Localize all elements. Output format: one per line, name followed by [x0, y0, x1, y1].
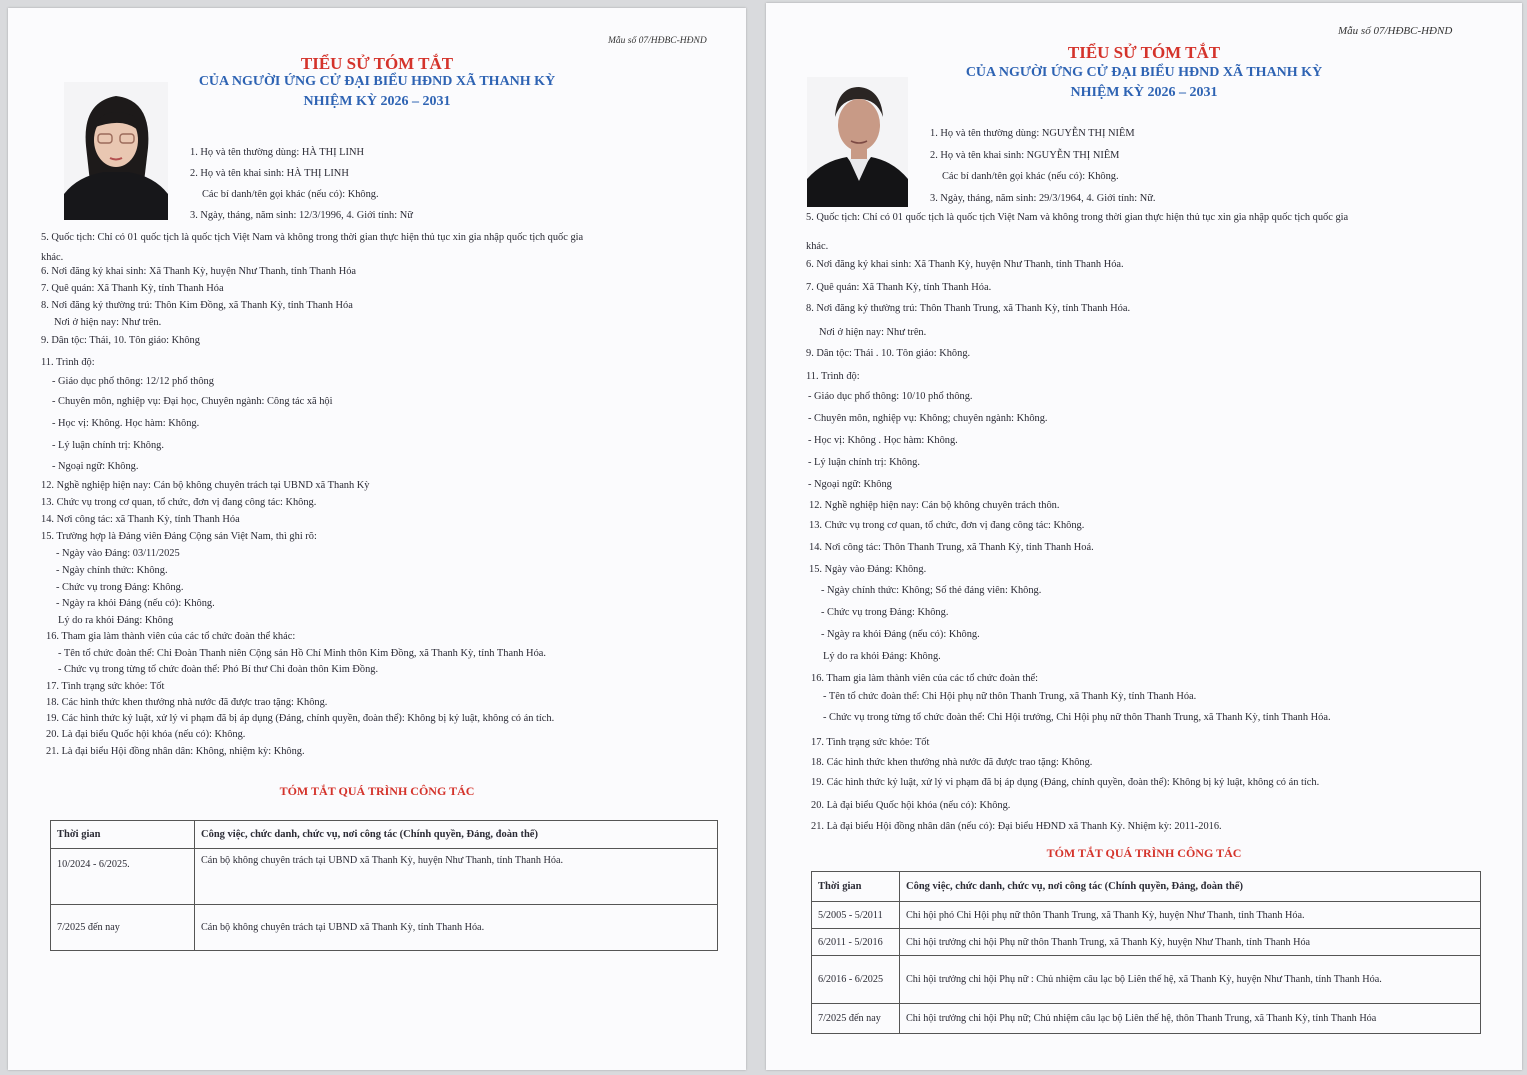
form-number: Mẫu số 07/HĐBC-HĐND — [1338, 25, 1453, 37]
table-row — [812, 1004, 1481, 1034]
field-party-official-date: - Ngày chính thức: Không; Số thẻ đảng viên: Không. — [821, 585, 1042, 596]
field-organizations: 16. Tham gia làm thành viên của các tổ chức đoàn thể: — [811, 673, 1039, 684]
table-cell-period: 6/2016 - 6/2025 — [812, 956, 900, 1004]
field-party-official-date: - Ngày chính thức: Không. — [56, 565, 168, 576]
table-header-cell: Thời gian — [51, 821, 195, 849]
document-subtitle: CỦA NGƯỜI ỨNG CỬ ĐẠI BIỂU HĐND XÃ THANH KỲ — [965, 65, 1323, 80]
field-academic-degree: - Học vị: Không. Học hàm: Không. — [52, 418, 200, 429]
field-position: 13. Chức vụ trong cơ quan, tổ chức, đơn vị đang công tác: Không. — [41, 497, 317, 508]
document-term: NHIỆM KỲ 2026 – 2031 — [303, 94, 451, 109]
field-peoples-council: 21. Là đại biểu Hội đồng nhân dân (nếu có): Đại biểu HĐND xã Thanh Kỳ. Nhiệm kỳ: 2011-2016. — [811, 821, 1222, 832]
field-birth-name: 2. Họ và tên khai sinh: HÀ THỊ LINH — [190, 168, 349, 179]
field-peoples-council: 21. Là đại biểu Hội đồng nhân dân: Không, nhiệm kỳ: Không. — [46, 746, 305, 757]
field-birth-registration: 6. Nơi đăng ký khai sinh: Xã Thanh Kỳ, huyện Như Thanh, tỉnh Thanh Hóa. — [806, 259, 1124, 270]
document-page-right — [766, 3, 1522, 1070]
table-cell-work: Chi hội trưởng chi hội Phụ nữ; Chủ nhiệm câu lạc bộ Liên thế hệ, thôn Thanh Trung, xã Thanh Kỳ, tỉnh Thanh Hóa — [900, 1004, 1481, 1034]
field-party-leave-reason: Lý do ra khỏi Đảng: Không. — [823, 651, 941, 662]
work-history-table — [50, 820, 718, 951]
field-qualifications: 11. Trình độ: — [41, 357, 95, 368]
work-history-title: TÓM TẮT QUÁ TRÌNH CÔNG TÁC — [1046, 846, 1242, 860]
field-nationality-cont: khác. — [41, 252, 64, 263]
portrait-image — [807, 77, 908, 207]
field-party-position: - Chức vụ trong Đảng: Không. — [821, 607, 949, 618]
field-nationality: 5. Quốc tịch: Chỉ có 01 quốc tịch là quốc tịch Việt Nam và không trong thời gian thực hiện thủ tục xin gia nhập quốc tịch quốc gia — [806, 212, 1349, 223]
table-cell-period: 7/2025 đến nay — [51, 905, 195, 951]
field-awards: 18. Các hình thức khen thưởng nhà nước đã được trao tặng: Không. — [46, 697, 328, 708]
table-header-cell: Công việc, chức danh, chức vụ, nơi công tác (Chính quyền, Đảng, đoàn thể) — [900, 872, 1481, 902]
table-header-row — [812, 872, 1481, 902]
field-general-education: - Giáo dục phổ thông: 10/10 phổ thông. — [808, 391, 973, 402]
field-common-name: 1. Họ và tên thường dùng: HÀ THỊ LINH — [190, 147, 364, 158]
field-ethnicity-religion: 9. Dân tộc: Thái, 10. Tôn giáo: Không — [41, 335, 200, 346]
field-party-join-date: - Ngày vào Đảng: 03/11/2025 — [56, 548, 180, 559]
field-discipline: 19. Các hình thức kỷ luật, xử lý vi phạm đã bị áp dụng (Đảng, chính quyền, đoàn thể): Không bị kỷ luật, không có án tích. — [46, 713, 555, 724]
field-hometown: 7. Quê quán: Xã Thanh Kỳ, tỉnh Thanh Hóa. — [806, 282, 992, 293]
table-header-cell: Công việc, chức danh, chức vụ, nơi công tác (Chính quyền, Đảng, đoàn thể) — [195, 821, 718, 849]
candidate-photo — [64, 82, 168, 220]
table-header-row — [51, 821, 718, 849]
table-row — [812, 956, 1481, 1004]
field-political-theory: - Lý luận chính trị: Không. — [808, 457, 920, 468]
field-hometown: 7. Quê quán: Xã Thanh Kỳ, tỉnh Thanh Hóa — [41, 283, 224, 294]
field-workplace: 14. Nơi công tác: xã Thanh Kỳ, tỉnh Thanh Hóa — [41, 514, 240, 525]
field-organization-position: - Chức vụ trong từng tổ chức đoàn thể: Chi Hội trưởng, Chi Hội phụ nữ thôn Thanh Trung, xã Thanh Kỳ, tỉnh Thanh Hóa. — [823, 712, 1331, 723]
field-aliases: Các bí danh/tên gọi khác (nếu có): Không. — [202, 189, 379, 200]
field-health: 17. Tình trạng sức khỏe: Tốt — [811, 737, 930, 748]
document-page-left — [8, 8, 746, 1070]
field-foreign-language: - Ngoại ngữ: Không. — [52, 461, 139, 472]
field-health: 17. Tình trạng sức khỏe: Tốt — [46, 681, 165, 692]
field-qualifications: 11. Trình độ: — [806, 371, 860, 382]
field-organization-name: - Tên tổ chức đoàn thể: Chi Hội phụ nữ thôn Thanh Trung, xã Thanh Kỳ, tỉnh Thanh Hóa. — [823, 691, 1197, 702]
field-organizations: 16. Tham gia làm thành viên của các tổ chức đoàn thể khác: — [46, 631, 296, 642]
field-birth-registration: 6. Nơi đăng ký khai sinh: Xã Thanh Kỳ, huyện Như Thanh, tỉnh Thanh Hóa — [41, 266, 357, 277]
field-occupation: 12. Nghề nghiệp hiện nay: Cán bộ không chuyên trách thôn. — [809, 500, 1060, 511]
field-ethnicity-religion: 9. Dân tộc: Thái . 10. Tôn giáo: Không. — [806, 348, 971, 359]
field-political-theory: - Lý luận chính trị: Không. — [52, 440, 164, 451]
table-cell-period: 5/2005 - 5/2011 — [812, 902, 900, 929]
field-nationality: 5. Quốc tịch: Chỉ có 01 quốc tịch là quốc tịch Việt Nam và không trong thời gian thực hiện thủ tục xin gia nhập quốc tịch quốc gia — [41, 232, 584, 243]
field-awards: 18. Các hình thức khen thưởng nhà nước đã được trao tặng: Không. — [811, 757, 1093, 768]
table-cell-work: Chi hội trưởng chi hội Phụ nữ : Chủ nhiệm câu lạc bộ Liên thế hệ, xã Thanh Kỳ, huyện Như Thanh, tỉnh Thanh Hóa. — [900, 956, 1481, 1004]
field-national-assembly: 20. Là đại biểu Quốc hội khóa (nếu có): Không. — [811, 800, 1011, 811]
table-row — [51, 905, 718, 951]
table-cell-work: Chi hội trưởng chi hội Phụ nữ thôn Thanh Trung, xã Thanh Kỳ, huyện Như Thanh, tỉnh Thanh Hóa — [900, 929, 1481, 956]
table-cell-period: 7/2025 đến nay — [812, 1004, 900, 1034]
field-profession: - Chuyên môn, nghiệp vụ: Không; chuyên ngành: Không. — [808, 413, 1048, 424]
field-party-member: 15. Trường hợp là Đảng viên Đảng Cộng sản Việt Nam, thì ghi rõ: — [41, 531, 317, 542]
field-common-name: 1. Họ và tên thường dùng: NGUYỄN THỊ NIÊM — [930, 128, 1135, 139]
field-current-residence: Nơi ở hiện nay: Như trên. — [54, 317, 162, 328]
field-birth-name: 2. Họ và tên khai sinh: NGUYỄN THỊ NIÊM — [930, 150, 1120, 161]
table-cell-work: Chi hội phó Chi Hội phụ nữ thôn Thanh Trung, xã Thanh Kỳ, huyện Như Thanh, tỉnh Thanh Hóa. — [900, 902, 1481, 929]
table-cell-period: 6/2011 - 5/2016 — [812, 929, 900, 956]
field-party-leave-date: - Ngày ra khỏi Đảng (nếu có): Không. — [56, 598, 215, 609]
field-foreign-language: - Ngoại ngữ: Không — [808, 479, 892, 490]
field-party-position: - Chức vụ trong Đảng: Không. — [56, 582, 184, 593]
document-title: TIỂU SỬ TÓM TẮT — [1067, 43, 1221, 62]
field-workplace: 14. Nơi công tác: Thôn Thanh Trung, xã Thanh Kỳ, tỉnh Thanh Hoá. — [809, 542, 1094, 553]
field-party-join-date: 15. Ngày vào Đảng: Không. — [809, 564, 927, 575]
table-header-cell: Thời gian — [812, 872, 900, 902]
field-current-residence: Nơi ở hiện nay: Như trên. — [819, 327, 927, 338]
document-subtitle: CỦA NGƯỜI ỨNG CỬ ĐẠI BIỂU HĐND XÃ THANH KỲ — [198, 74, 556, 89]
field-nationality-cont: khác. — [806, 241, 829, 252]
field-permanent-residence: 8. Nơi đăng ký thường trú: Thôn Thanh Trung, xã Thanh Kỳ, tỉnh Thanh Hóa. — [806, 303, 1131, 314]
field-profession: - Chuyên môn, nghiệp vụ: Đại học, Chuyên ngành: Công tác xã hội — [52, 396, 333, 407]
field-position: 13. Chức vụ trong cơ quan, tổ chức, đơn vị đang công tác: Không. — [809, 520, 1085, 531]
work-history-table — [811, 871, 1481, 1034]
field-general-education: - Giáo dục phổ thông: 12/12 phổ thông — [52, 376, 214, 387]
form-number: Mẫu số 07/HĐBC-HĐND — [608, 36, 707, 46]
field-academic-degree: - Học vị: Không . Học hàm: Không. — [808, 435, 958, 446]
field-organization-name: - Tên tổ chức đoàn thể: Chi Đoàn Thanh niên Cộng sản Hồ Chí Minh thôn Kim Đồng, xã Thanh Kỳ, tỉnh Thanh Hóa. — [58, 648, 546, 659]
table-row — [812, 902, 1481, 929]
field-birth-date-gender: 3. Ngày, tháng, năm sinh: 12/3/1996, 4. Giới tính: Nữ — [190, 210, 413, 221]
field-occupation: 12. Nghề nghiệp hiện nay: Cán bộ không chuyên trách tại UBND xã Thanh Kỳ — [41, 480, 370, 491]
document-term: NHIỆM KỲ 2026 – 2031 — [1070, 85, 1218, 100]
field-birth-date-gender: 3. Ngày, tháng, năm sinh: 29/3/1964, 4. Giới tính: Nữ. — [930, 193, 1156, 204]
field-organization-position: - Chức vụ trong từng tổ chức đoàn thể: Phó Bí thư Chi đoàn thôn Kim Đồng. — [58, 664, 379, 675]
document-title: TIỂU SỬ TÓM TẮT — [300, 54, 454, 73]
work-history-title: TÓM TẮT QUÁ TRÌNH CÔNG TÁC — [279, 784, 475, 798]
candidate-photo — [807, 77, 908, 207]
table-cell-work: Cán bộ không chuyên trách tại UBND xã Thanh Kỳ, huyện Như Thanh, tỉnh Thanh Hóa. — [195, 849, 718, 905]
portrait-image — [64, 82, 168, 220]
field-permanent-residence: 8. Nơi đăng ký thường trú: Thôn Kim Đồng, xã Thanh Kỳ, tỉnh Thanh Hóa — [41, 300, 353, 311]
field-national-assembly: 20. Là đại biểu Quốc hội khóa (nếu có): Không. — [46, 729, 246, 740]
table-cell-work: Cán bộ không chuyên trách tại UBND xã Thanh Kỳ, tỉnh Thanh Hóa. — [195, 905, 718, 951]
field-aliases: Các bí danh/tên gọi khác (nếu có): Không. — [942, 171, 1119, 182]
field-discipline: 19. Các hình thức kỷ luật, xử lý vi phạm đã bị áp dụng (Đảng, chính quyền, đoàn thể): Không bị kỷ luật, không có án tích. — [811, 777, 1320, 788]
table-cell-period: 10/2024 - 6/2025. — [51, 849, 195, 905]
table-row — [51, 849, 718, 905]
field-party-leave-date: - Ngày ra khỏi Đảng (nếu có): Không. — [821, 629, 980, 640]
field-party-leave-reason: Lý do ra khỏi Đảng: Không — [58, 615, 174, 626]
table-row — [812, 929, 1481, 956]
